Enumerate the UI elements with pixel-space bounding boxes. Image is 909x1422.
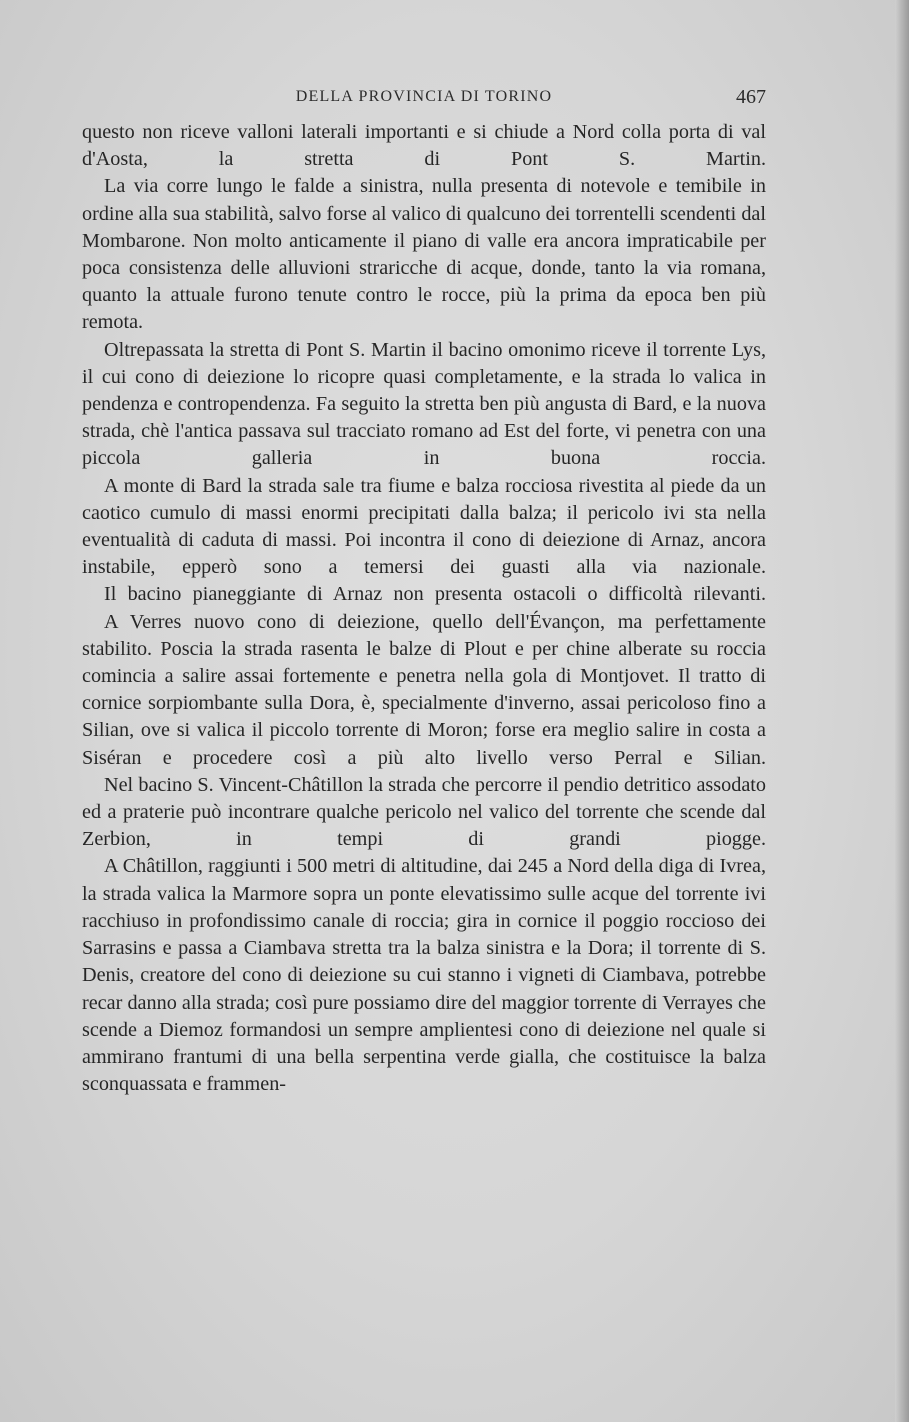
paragraph-8: A Châtillon, raggiunti i 500 metri di altitudine, dai 245 a Nord della diga di Ivrea, la strada valica la Marmore sopra un ponte elevatissimo sulle acque del torrente ivi racchiuso in profondissimo canale di roccia; gira in cornice il poggio roccioso dei Sarrasins e passa a Ciambava stretta tra la balza sinistra e la Dora; il torrente di S. Denis, creatore del cono di deiezione su cui stanno i vigneti di Ciambava, potrebbe recar danno alla strada; così pure possiamo dire del maggior torrente di Verrayes che scende a Diemoz formandosi un sempre amplientesi cono di deiezione nel quale si ammirano frantumi di una bella serpentina verde gialla, che costituisce la balza sconquassata e frammen-	[82, 855, 766, 1096]
page-header	[82, 88, 766, 114]
page-edge-shadow	[895, 0, 909, 1422]
paragraph-1: questo non riceve valloni laterali importanti e si chiude a Nord colla porta di val d'Aosta, la stretta di Pont S. Martin.	[82, 121, 766, 171]
paragraph-2: La via corre lungo le falde a sinistra, nulla presenta di notevole e temibile in ordine alla sua stabilità, salvo forse al valico di qualcuno dei torrentelli scendenti dal Mombarone. Non molto anticamente il piano di valle era ancora impraticabile per poca consistenza delle alluvioni straricche di acque, donde, tanto la via romana, quanto la attuale furono tenute contro le rocce, più la prima da epoca ben più remota.	[82, 175, 766, 334]
paragraph-4: A monte di Bard la strada sale tra fiume e balza rocciosa rivestita al piede da un caotico cumulo di massi enormi precipitati dalla balza; il pericolo ivi sta nella eventualità di caduta di massi. Poi incontra il cono di deiezione di Arnaz, ancora instabile, epperò sono a temersi dei guasti alla via nazionale.	[82, 474, 766, 579]
paragraph-5: Il bacino pianeggiante di Arnaz non presenta ostacoli o difficoltà rilevanti.	[104, 583, 766, 606]
running-title: DELLA PROVINCIA DI TORINO	[295, 88, 553, 105]
paragraph-3: Oltrepassata la stretta di Pont S. Martin il bacino omonimo riceve il torrente Lys, il cui cono di deiezione lo ricopre quasi completamente, e la strada lo valica in pendenza e contropendenza. Fa seguito la stretta ben più angusta di Bard, e la nuova strada, chè l'antica passava sul tracciato romano ad Est del forte, vi penetra con una piccola galleria in buona roccia.	[82, 338, 766, 470]
body-text	[82, 119, 766, 1098]
page-number: 467	[736, 86, 766, 108]
paragraph-6: A Verres nuovo cono di deiezione, quello dell'Évançon, ma perfettamente stabilito. Poscia la strada rasenta le balze di Plout e per chine alberate su roccia comincia a salire assai fortemente e penetra nella gola di Montjovet. Il tratto di cornice sorpiombante sulla Dora, è, specialmente d'inverno, assai pericoloso fino a Silian, ove si valica il piccolo torrente di Moron; forse era meglio salire in costa a Siséran e procedere così a più alto livello verso Perral e Silian.	[82, 610, 766, 769]
paragraph-7: Nel bacino S. Vincent-Châtillon la strada che percorre il pendio detritico assodato ed a praterie può incontrare qualche pericolo nel valico del torrente che scende dal Zerbion, in tempi di grandi piogge.	[82, 773, 766, 851]
